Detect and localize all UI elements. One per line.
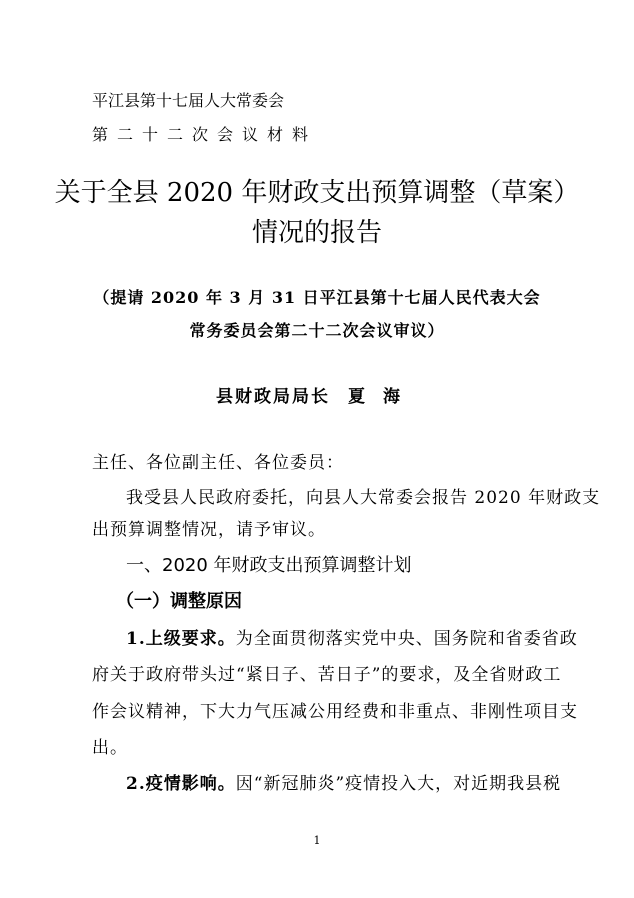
point1-line2: 府关于政府带头过“紧日子、苦日子”的要求，及全省财政工	[92, 665, 562, 685]
document-title-line2: 情况的报告	[251, 218, 382, 248]
point1-line1	[126, 624, 578, 649]
document-title-line1: 关于全县 2020 年财政支出预算调整（草案）	[54, 178, 580, 208]
author-name: 夏海	[348, 387, 418, 407]
author-line	[0, 382, 634, 407]
point1-line4: 出。	[92, 738, 128, 758]
point1-text: 为全面贯彻落实党中央、国务院和省委省政	[235, 629, 578, 649]
point2-line1	[126, 769, 561, 794]
subsection-heading-1: （一）调整原因	[116, 591, 242, 612]
greeting: 主任、各位副主任、各位委员：	[92, 453, 344, 473]
header-meeting-material: 第二十二次会议材料	[92, 125, 318, 144]
intro-paragraph-line2: 出预算调整情况，请予审议。	[92, 520, 326, 540]
subtitle-line1: （提请 2020 年 3 月 31 日平江县第十七届人民代表大会	[93, 288, 541, 307]
author-role: 县财政局局长	[216, 387, 330, 407]
page-number: 1	[313, 834, 321, 847]
point2-lead: 2.疫情影响。	[126, 774, 236, 794]
point1-lead: 1.上级要求。	[126, 629, 236, 649]
intro-paragraph-line1: 我受县人民政府委托，向县人大常委会报告 2020 年财政支	[126, 488, 601, 508]
point1-line3: 作会议精神，下大力气压减公用经费和非重点、非刚性项目支	[92, 702, 578, 722]
point2-text: 因“新冠肺炎”疫情投入大，对近期我县税	[235, 774, 562, 794]
subtitle-line2: 常务委员会第二十二次会议审议）	[189, 321, 445, 340]
section-heading-1: 一、2020 年财政支出预算调整计划	[126, 555, 412, 576]
header-committee: 平江县第十七届人大常委会	[92, 91, 285, 110]
